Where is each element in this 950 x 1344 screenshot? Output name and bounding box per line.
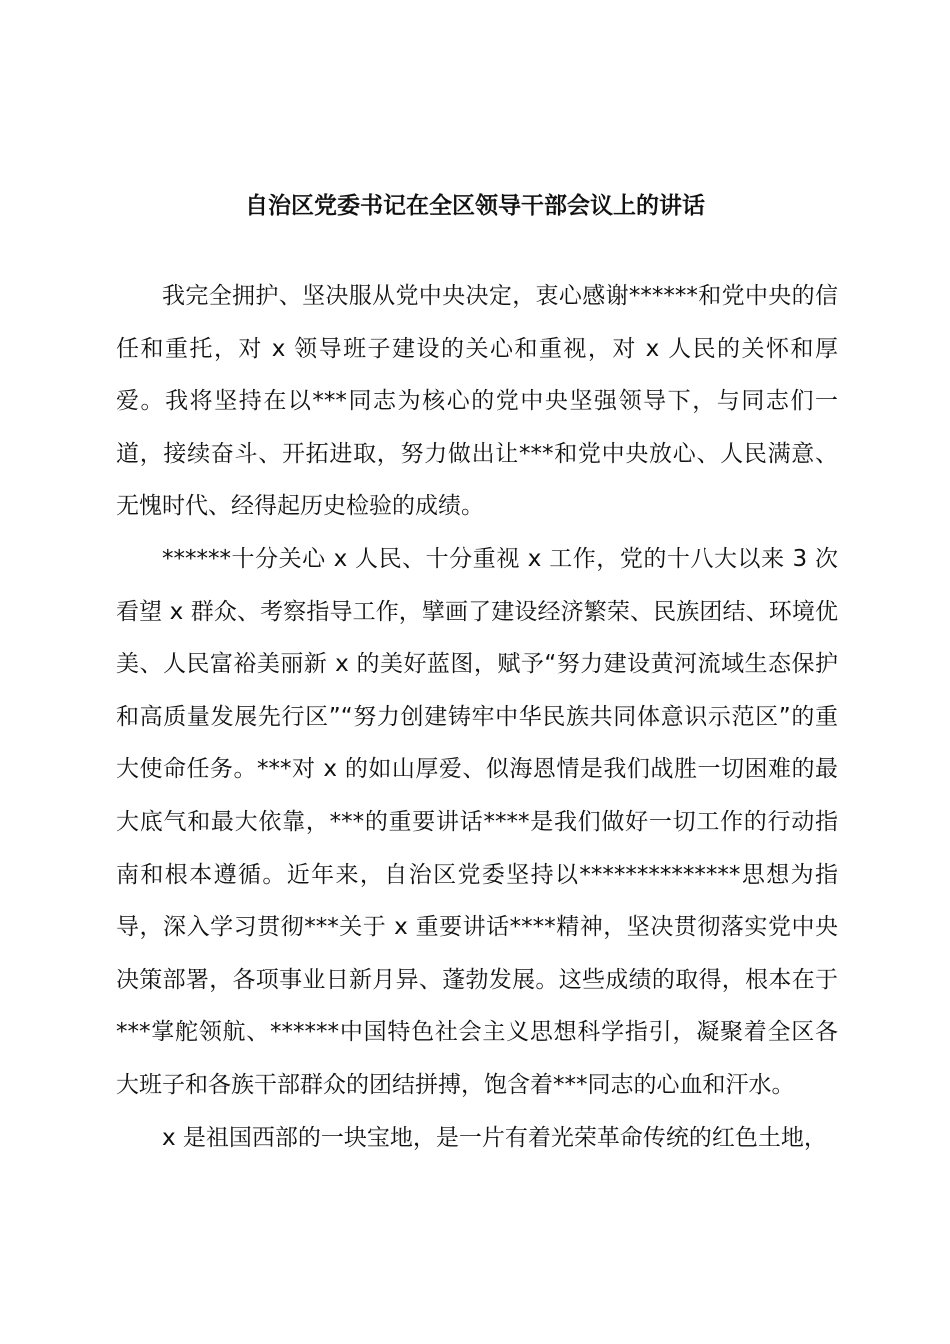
paragraph-3: x 是祖国西部的一块宝地，是一片有着光荣革命传统的红色土地， (162, 1124, 827, 1151)
paragraph-1: 我完全拥护、坚决服从党中央决定，衷心感谢******和党中央的信任和重托，对 x 领导班子建设的关心和重视，对 x 人民的关怀和厚爱。我将坚持在以***同志为核心的党中央坚强领导下，与同志们一道，接续奋斗、开拓进取，努力做出让***和党中央放心、人民满意、无愧时代、经得起历史检验的成绩。 (116, 283, 838, 520)
paragraph-2: ******十分关心 x 人民、十分重视 x 工作，党的十八大以来 3 次看望 x 群众、考察指导工作，擘画了建设经济繁荣、民族团结、环境优美、人民富裕美丽新 x 的美好蓝图，赋予“努力建设黄河流域生态保护和高质量发展先行区”“努力创建铸牢中华民族共同体意识示范区”的重大使命任务。***对 x 的如山厚爱、似海恩情是我们战胜一切困难的最大底气和最大依靠，***的重要讲话****是我们做好一切工作的行动指南和根本遵循。近年来，自治区党委坚持以**************思想为指导，深入学习贯彻***关于 x 重要讲话****精神，坚决贯彻落实党中央决策部署，各项事业日新月异、蓬勃发展。这些成绩的取得，根本在于***掌舵领航、******中国特色社会主义思想科学指引，凝聚着全区各大班子和各族干部群众的团结拼搏，饱含着***同志的心血和汗水。 (116, 545, 838, 1098)
document-title: 自治区党委书记在全区领导干部会议上的讲话 (245, 193, 705, 219)
document-body (116, 270, 838, 1164)
